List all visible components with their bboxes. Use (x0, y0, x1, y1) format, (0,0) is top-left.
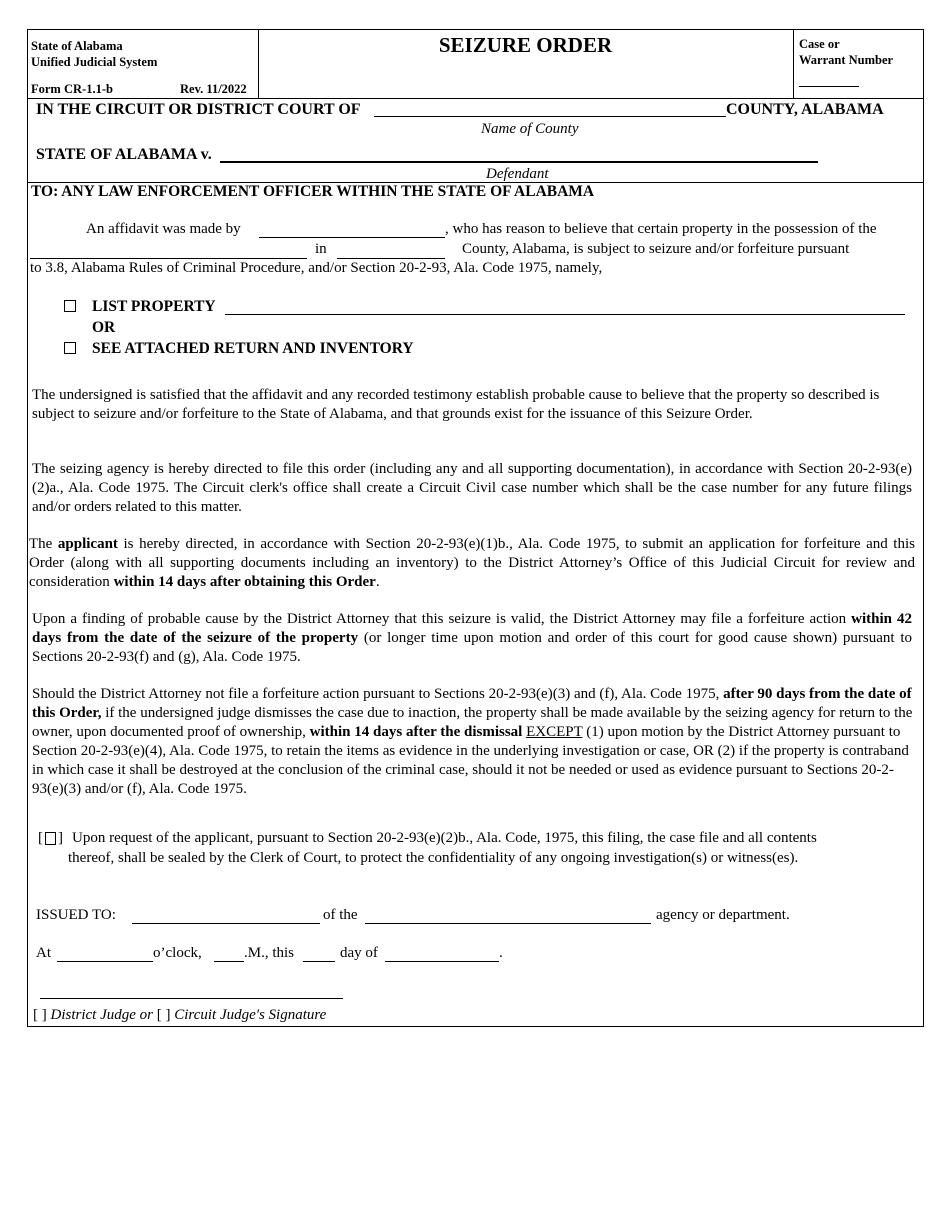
list-property-checkbox[interactable] (64, 300, 76, 312)
issued-to-label: ISSUED TO: (36, 907, 116, 923)
case-label-2: Warrant Number (799, 53, 894, 67)
list-property-field[interactable] (225, 314, 905, 315)
court-prefix: IN THE CIRCUIT OR DISTRICT COURT OF (36, 101, 361, 118)
list-property-label: LIST PROPERTY (92, 298, 216, 315)
p5-text-a: Should the District Attorney not file a forfeiture action pursuant to Sections 20-2-93(e)(3) and (f), Ala. Code 1975, (32, 686, 724, 702)
issued-agency-label: agency or department. (656, 907, 790, 923)
affidavit-text-4: County, Alabama, is subject to seizure and/or forfeiture pursuant (462, 241, 850, 257)
paragraph-seizing-agency: The seizing agency is hereby directed to file this order (including any and all supporting documentation), in accordance with Section 20-2-93(e)(2)a., Ala. Code 1975. The Circuit clerk's office shall create a Circuit Civil case number which shall be the case number for any future filings and/or orders related to this matter. (32, 461, 912, 515)
time-day-field[interactable] (303, 961, 335, 962)
defendant-field[interactable] (220, 161, 818, 163)
p5-bold-14-days: within 14 days after the dismissal (309, 724, 523, 740)
form-page (27, 29, 924, 1027)
district-judge-label: District Judge or (50, 1007, 153, 1023)
affidavit-text-5: to 3.8, Alabama Rules of Criminal Procedure, and/or Section 20-2-93, Ala. Code 1975, namely, (30, 260, 603, 276)
paragraph-dismissal (32, 685, 914, 799)
time-day-of-label: day of (340, 945, 378, 961)
agency-field[interactable] (365, 923, 651, 924)
seal-bracket-close: ] (58, 830, 63, 846)
seal-text-line-2: thereof, shall be sealed by the Clerk of Court, to protect the confidentiality of any ongoing investigation(s) or witness(es). (68, 850, 799, 866)
system-label: Unified Judicial System (31, 55, 158, 69)
case-label-1: Case or (799, 37, 840, 51)
form-revision: Rev. 11/2022 (180, 82, 247, 96)
p5-text-g: (1) upon motion by the District Attorney pursuant to Section 20-2-93(e)(4), Ala. Code 1975, to retain the items as evidence in the underlying investigation or case, OR (2) if the property is contraband in which case it shall be destroyed at the conclusion of the criminal case, should it not be needed or used as evidence pursuant to Sections 20-2-93(e)(3) and/or (f), Ala. Code 1975. (32, 724, 909, 797)
affidavit-text-2: , who has reason to believe that certain property in the possession of the (445, 221, 877, 237)
p5-except: EXCEPT (526, 724, 583, 740)
state-v-label: STATE OF ALABAMA v. (36, 146, 212, 163)
paragraph-probable-cause: The undersigned is satisfied that the affidavit and any recorded testimony establish probable cause to believe that the property so described is subject to seizure and/or forfeiture to the State of Alabama, and that grounds exist for the issuance of this Seizure Order. (32, 387, 880, 422)
signature-caption (33, 1006, 326, 1025)
district-judge-checkbox[interactable]: [ ] (33, 1007, 47, 1023)
time-at-label: At (36, 945, 51, 961)
see-attached-checkbox[interactable] (64, 342, 76, 354)
p3-bold-deadline: within 14 days after obtaining this Order (113, 574, 376, 590)
affidavit-in: in (315, 241, 327, 257)
circuit-judge-label: Circuit Judge's Signature (174, 1007, 327, 1023)
p4-text-a: Upon a finding of probable cause by the District Attorney that this seizure is valid, the District Attorney may file a forfeiture action (32, 611, 852, 627)
header-bottom-rule (28, 98, 923, 99)
case-number-field[interactable] (799, 86, 859, 87)
state-label: State of Alabama (31, 39, 123, 53)
time-oclock-label: o’clock, (153, 945, 202, 961)
p3-text-c: is hereby directed, in accordance with Section 20-2-93(e)(1)b., Ala. Code 1975, to submit an application for forfeiture and this Order (along with all supporting documents including an inventory) to the District Attorney’s Office of this Judicial Circuit for review and consideration (29, 536, 915, 590)
p5-text-c: if the undersigned judge dismisses the case due to inaction, the property shall be made available by the seizing agency for return to the owner, upon documented proof of ownership, (32, 705, 913, 740)
p4-text-c: (or longer time upon motion and order of this court for good cause shown) pursuant to Sections 20-2-93(f) and (g), Ala. Code 1975. (32, 630, 912, 665)
seal-text-line-1: Upon request of the applicant, pursuant to Section 20-2-93(e)(2)b., Ala. Code, 1975, this filing, the case file and all contents (72, 830, 817, 846)
p4-bold-deadline: within 42 days from the date of the seizure of the property (32, 611, 912, 646)
affiant-field[interactable] (259, 237, 445, 238)
county-field[interactable] (374, 116, 726, 117)
issued-to-field[interactable] (132, 923, 320, 924)
or-label: OR (92, 319, 116, 336)
county-caption: Name of County (481, 121, 579, 137)
seal-checkbox[interactable] (45, 832, 56, 845)
signature-field[interactable] (40, 998, 343, 999)
affidavit-text-1: An affidavit was made by (86, 221, 241, 237)
to-line: TO: ANY LAW ENFORCEMENT OFFICER WITHIN THE STATE OF ALABAMA (31, 183, 595, 200)
seal-bracket-open: [ (38, 830, 43, 846)
header-divider-right (793, 30, 794, 98)
court-suffix: COUNTY, ALABAMA (726, 101, 884, 118)
time-m-label: .M., this (244, 945, 295, 961)
time-month-field[interactable] (385, 961, 499, 962)
issued-of-the: of the (323, 907, 358, 923)
time-meridiem-field[interactable] (214, 961, 244, 962)
time-hour-field[interactable] (57, 961, 153, 962)
form-number: Form CR-1.1-b (31, 82, 113, 96)
p3-bold-applicant: applicant (57, 536, 118, 552)
p3-text-e: . (375, 574, 380, 590)
see-attached-label: SEE ATTACHED RETURN AND INVENTORY (92, 340, 414, 357)
circuit-judge-checkbox[interactable]: [ ] (156, 1007, 171, 1023)
p3-text-a: The (29, 536, 58, 552)
p5-bold-90-days: after 90 days from the date of this Order, (32, 686, 912, 721)
paragraph-district-attorney (32, 610, 912, 667)
defendant-caption: Defendant (486, 166, 549, 182)
page-title: SEIZURE ORDER (438, 33, 613, 57)
time-end-period: . (499, 945, 503, 961)
paragraph-applicant (29, 535, 915, 592)
